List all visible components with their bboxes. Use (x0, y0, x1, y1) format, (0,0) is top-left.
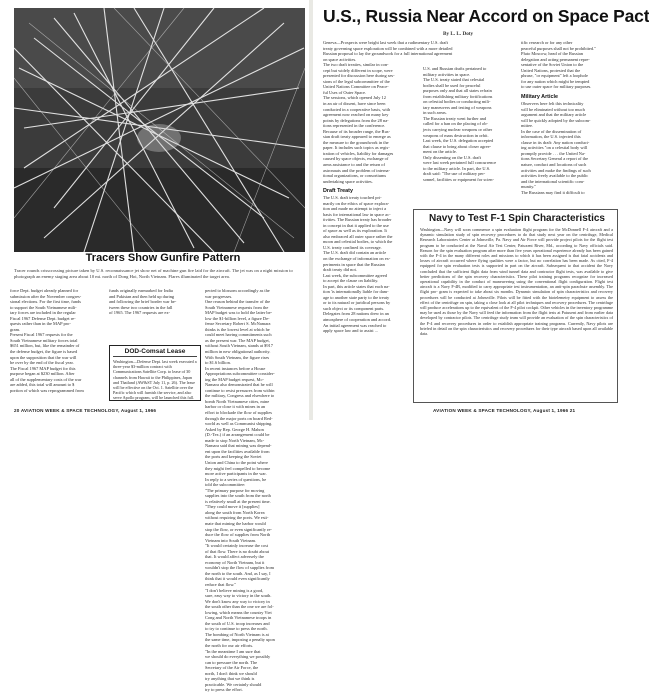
navy-f4-sidebar (413, 209, 618, 403)
text-line: tration of vehicles, liability for damages (323, 150, 394, 156)
text-line: The Fiscal 1967 MAP budget for this (10, 365, 76, 371)
text-line: the defense budget, the figure is based (10, 349, 78, 355)
text-line: In part, this article states that each na- (323, 283, 390, 289)
right-column-a2 (323, 195, 409, 334)
text-line: age to another state party to the treaty (323, 294, 390, 300)
navy-box-line: to do that study next year on the centrifuge, Medical Research Laboratories Center (420, 232, 613, 243)
left-column-c (205, 288, 304, 693)
text-line: basis for international law in space ac- (323, 211, 391, 217)
text-line: stop the flow, or even significantly re- (205, 526, 272, 532)
text-line: tivities. The Russian treaty has broader (323, 217, 392, 223)
text-line: on celestial bodies or conducting mili- (423, 99, 491, 105)
sidebar-body: Washington—Defense Dept. last week executed a three-year $3-million contract with Communications Satellite Corp. to lease of 30 channels from Hawaii to the Philippines, Japan and Thailand (AW&ST July 11, p. 26). The lease will be effective on the Oct. 1. Satellite over the Pacific which will furnish the service, and also serve Apollo program, will be launched this fall. (113, 359, 197, 401)
text-line: atmosphere of cooperation and accord. (323, 317, 392, 323)
text-line: paper. It includes such topics as regis- (323, 145, 390, 151)
text-line: million in new obligational authority. (205, 349, 271, 355)
right-column-b (423, 66, 515, 182)
navy-box-line: Reason for the spin evaluation program after more than five years operational (420, 247, 554, 253)
text-line: will be eliminated without too much (521, 106, 585, 112)
text-line: tions represented in the conference. (323, 123, 386, 129)
text-line: effort to blockade the flow of supplies (205, 410, 272, 416)
text-line: U.S. and Russian drafts pertained to (423, 66, 487, 71)
text-line: "They could move it [supplies] (205, 504, 260, 510)
text-line: tary maneuvers and testing of weapons (423, 104, 492, 110)
text-line: tific research or for any other (521, 40, 573, 45)
text-line: We don't know any way to victory in (205, 598, 270, 604)
text-line: The U.S. treaty stated that celestial (423, 77, 485, 83)
text-line: north, I don't think we should (205, 670, 257, 676)
text-line: were last week pertained full concurrence (423, 160, 497, 166)
right-page (313, 0, 649, 420)
right-folio: AVIATION WEEK & SPACE TECHNOLOGY, August 1, 1966 21 (433, 408, 576, 413)
text-line: they might feel compelled to become (205, 465, 271, 471)
text-line: try anything that we think is (205, 676, 255, 682)
text-line: (D.-Tex.) if an arrangement could be (205, 432, 270, 438)
text-line: sions of the legal subcommittee of the (323, 78, 390, 84)
text-line: caused by space objects, exchange of (323, 156, 389, 162)
navy-box-line: As cited, F-4 equipped for spin evaluation tests is supported in part on the (420, 258, 613, 269)
text-line: sonnel, facilities or equipment for scien- (423, 176, 494, 182)
text-line: Geneva—Prospects were bright last week that a rudimentary U.S. draft (323, 40, 448, 45)
text-line: for any nation which might be tempted (521, 78, 590, 84)
navy-box-line: aircraft. Subsequent to that accident the Navy concluded that the sufficient flight data from wind tunnel (420, 263, 613, 274)
text-line: from establishing military fortifications (423, 93, 493, 99)
text-line: that. It would affect adversely the (205, 554, 264, 560)
text-line: such object or its component parts. (323, 305, 385, 311)
text-line: phrase, "or equipment" left a loophole (521, 73, 588, 79)
text-line: are added, this total will amount to $ (10, 382, 75, 388)
text-line: quests rather than in the MAP pro- (10, 321, 71, 327)
text-line: clause in its draft: Any nation conduct- (521, 139, 590, 145)
text-line: as the present war. The MAP budget, (205, 337, 270, 343)
text-line: think that it would even significantly (205, 576, 270, 582)
text-line: along the south from North Korea (205, 509, 265, 515)
text-line: weapons of mass destruction in orbit. (423, 132, 489, 138)
text-line: in an air of dissent, have since been (323, 101, 386, 107)
text-line: world as well as Communist shipping. (205, 421, 273, 427)
text-line: The U.S. draft treaty touched pri- (323, 195, 382, 200)
text-line: wouldn't stop the flow of supplies from (205, 565, 275, 571)
navy-box-line: will feed the information from the flight tests at Patuxent and from earlier (479, 310, 607, 316)
text-line: force Dept. budget already planned for (10, 288, 79, 293)
gunfire-photo (14, 8, 305, 252)
text-line: in concept in that it applied to the use (323, 222, 389, 228)
text-line: will be quickly adopted by the subcom- (521, 117, 591, 123)
text-line: on space activities. (323, 56, 357, 62)
text-line: of space as well as its exploration. It (323, 228, 387, 234)
text-line: "It would certainly increase the cost (205, 543, 269, 549)
dod-comsat-sidebar (109, 345, 201, 401)
text-line: draft treaty did not. (323, 267, 357, 273)
text-line: MAP budget was to hold the latter be- (205, 310, 273, 316)
text-line: called for a ban on the placing of ob- (423, 121, 488, 127)
photo-caption: Tracer rounds crisscrossing picture taken by U.S. reconnaissance jet show net of machine gun fire laid for the aircraft. The jet was on a night mission to photograph an enemy staging area about 10 mi. north of Dong Hoi, North Vietnam. Flares illuminated the target area. (14, 268, 293, 279)
navy-box-line: in order to establish appropriate training programs. (477, 320, 568, 326)
navy-box-title: Navy to Test F-1 Spin Characteristics (429, 213, 605, 224)
text-line: munity." (521, 184, 537, 190)
navy-box-line: recovery procedures for their type aircraft based upon all available data. (420, 325, 613, 337)
text-line: more active participants in the war. (205, 471, 267, 477)
text-line: Fiscal 1967 Defense Dept. budget re- (10, 315, 76, 321)
text-line: conducted in a cooperative basis, with (323, 106, 391, 112)
text-line: argument and that the military article (521, 112, 587, 118)
text-line: try to press the effort. (205, 687, 243, 693)
text-line: tween these two countries in the fall (109, 304, 173, 310)
text-line: Union and China to the point where (205, 459, 268, 465)
text-line: Because of its broader range, the Rus- (323, 128, 390, 134)
text-line: activities freely available to the public (521, 173, 589, 179)
text-line: peaceful purposes shall not be prohibited." (521, 45, 596, 51)
text-line: jects carrying nuclear weapons or other (423, 127, 493, 133)
navy-box-line: Dynamic simulation of spin characteristics and recovery procedures (420, 289, 613, 300)
text-line: Vietnam into South Vietnam. (205, 537, 257, 543)
text-line: be over by the end of the fiscal year. (10, 360, 74, 366)
text-line: apply space law and to assist ... (323, 328, 378, 334)
military-article-subhead: Military Article (521, 94, 558, 100)
text-line: harbor or close it with mines in an (205, 404, 266, 410)
navy-box-line: Washington—Navy will soon commence a spin evaluation flight program for the McDonnell F-4 aircraft and a dynamic simulation study of spin recovery procedures (420, 227, 613, 238)
text-line: Last week, the U.S. delegation accepted (423, 138, 494, 144)
sidebar-title: DOD-Comsat Lease (113, 348, 197, 357)
text-line: sian draft treaty appeared to emerge as (323, 134, 391, 140)
text-line: made to stop North Vietnam, Mc- (205, 437, 265, 443)
text-line: ing activities "on a celestial body will (521, 145, 588, 151)
text-line: agreement now reached on many key (323, 112, 389, 118)
text-line: Namara also demonstrated that he will (205, 382, 273, 388)
text-line: promptly provide . . . the United Na- (521, 150, 586, 156)
navy-box-line: an evaluation of the spin characteristics of the F-4 and recovery procedures (420, 315, 613, 326)
text-line: also embraced all outer space rather the (323, 233, 393, 239)
navy-box-body (420, 227, 613, 336)
navy-box-line: will produce accelerations up to the equivalent of the F-4 pilot cockpit. (420, 305, 541, 311)
text-line: With South Vietnam, the figure rises (205, 354, 270, 360)
left-page (0, 0, 309, 693)
text-line: duce the flow of supplies from North (205, 532, 271, 538)
navy-box-line: will be conducted at Johnsville. Pilots will be fitted with the biotelemetry (440, 294, 572, 300)
text-line: South Vietnamese military forces total (10, 337, 78, 343)
text-line: Delegates from 28 nations drew in an (323, 311, 389, 317)
text-line: Pluto Moscow, head of the Russian (521, 51, 583, 57)
text-line: activities and make the findings of such (521, 167, 591, 173)
text-line: without South Vietnam, stands at $917 (205, 343, 273, 349)
text-line: The U.S. draft did contain an article (323, 250, 387, 256)
text-line: and following the brief border war be- (109, 299, 177, 305)
text-line: or to its natural or juridical persons by (323, 300, 391, 306)
text-line: lowing, which means the country Viet (205, 609, 272, 615)
text-line: fense Secretary Robert S. McNamara (205, 321, 271, 327)
text-line: the measure to the groundwork in the (323, 139, 389, 145)
navy-box-line: experience already has been gained with the F-4 in the many different roles and (420, 247, 613, 259)
text-line: to support the South Vietnamese mili- (10, 304, 77, 310)
text-line: to accept the clause on liability. (323, 278, 379, 284)
navy-box-line: data developed by contractor pilots. The centrifuge study team will provide (420, 310, 613, 321)
navy-box-line: close look at all pilot techniques and recovery procedures. The centrifuge (488, 299, 613, 305)
text-line: The bombing of North Vietnam is at (205, 631, 269, 637)
text-line: the south of U.S. troop increases and (205, 620, 270, 626)
text-line: of 1965. The 1967 requests are ex- (109, 310, 171, 316)
text-line: that clause to bring about closer agree- (423, 143, 492, 149)
text-line: tion and made no attempt to inject a (323, 206, 387, 212)
text-line: through the major ports on board Red- (205, 415, 273, 421)
text-line: periments in space that the Russian (323, 261, 385, 267)
navy-box-line: increased operational capability in the conduct of maneuvering using the conventional flight (420, 273, 613, 285)
text-line: the same time, imposing a penalty upon (205, 637, 275, 643)
text-line: bodies shall be used for peaceful (423, 82, 481, 88)
text-line: Present Fiscal 1967 requests for the (10, 332, 73, 338)
text-line: reduce that flow." (205, 581, 237, 587)
text-line: An initial agreement was reached to (323, 322, 387, 328)
text-line: the north to the south. And, as I say, I (205, 570, 271, 576)
tracer-fire-image (14, 8, 305, 252)
text-line: war progresses. (205, 293, 233, 299)
text-line: without requiring the ports. We esti- (205, 515, 269, 521)
navy-box-line: Other vehicles in the inventory programme may be used as those by the Navy (420, 305, 614, 316)
text-line: purpose began at $230 million. After (10, 371, 75, 377)
text-line: United Nations, protested that the (521, 67, 581, 73)
text-line: Only dissenting on the U.S. draft (423, 154, 481, 160)
text-line: ment on the article. (423, 149, 457, 155)
text-line: thinks is the lowest level at which he (205, 326, 270, 332)
text-line: delegation and acting permanent repre- (521, 56, 590, 62)
text-line: and the international scientific com- (521, 178, 585, 184)
text-line: told the subcommittee: (205, 482, 246, 488)
text-line: purposes only and that all states refrain (423, 88, 492, 94)
text-line: can to pressure the north. The (205, 659, 258, 665)
text-line: Namara said that mining was depend- (205, 443, 272, 449)
navy-box-line: instrumentation, an anti-spin parachute assembly. The flight pro- (420, 284, 613, 295)
text-line: astronauts and the problem of interna- (323, 167, 390, 173)
text-line: to $1.6 billion. (205, 360, 231, 366)
text-line: all of the supplementary costs of the war (10, 376, 82, 382)
navy-box-line: occurred where flying qualities were a factor, but no correlation has been made. (450, 258, 591, 264)
left-column-a (10, 288, 106, 393)
draft-treaty-subhead: Draft Treaty (323, 188, 353, 194)
text-line: and Pakistan and then held up during (109, 293, 175, 299)
text-line: to use outer space for military purposes. (521, 84, 592, 90)
right-column-c (521, 40, 617, 90)
text-line: gram. (10, 326, 21, 332)
text-line: One reason behind the transfer of the (205, 299, 271, 305)
navy-box-line: configuration. (569, 279, 596, 285)
text-line: information, the U.S. injected this (521, 134, 581, 140)
text-line: Russian proposal to lay the groundwork for a full international agreement (323, 51, 453, 57)
text-line: the military, Congress and elsewhere to (205, 393, 275, 399)
text-line: sure, easy way to victory in the south. (205, 593, 272, 599)
text-line: moon and celestial bodies, to which the (323, 239, 393, 245)
left-folio: 20 AVIATION WEEK & SPACE TECHNOLOGY, August 1, 1966 (14, 408, 157, 413)
navy-box-line: gram is expected to take about six months. (439, 289, 516, 295)
text-line: of that flow. There is no doubt about (205, 548, 270, 554)
text-line: sentative of the Soviet Union to the (521, 62, 584, 68)
text-line: we should do everything we possibly (205, 654, 271, 660)
text-line: ing the MAP budget request, Mc- (205, 376, 264, 382)
text-line: Observers here felt this technicality (521, 101, 584, 106)
text-line: to try to continue to press the north. (205, 626, 268, 632)
text-line: ent upon the facilities available from (205, 448, 270, 454)
text-line: is relatively small at the present time. (205, 498, 271, 504)
text-line: practicable. We certainly should (205, 681, 262, 687)
text-line: "I don't believe mining is a good, (205, 587, 264, 593)
text-line: "In the meantime I am sure that (205, 648, 261, 654)
text-line: The two draft treaties, similar in con- (323, 62, 389, 68)
text-line: Last week, the subcommittee agreed (323, 272, 388, 278)
text-line: $651 million, but, like the remainder of (10, 343, 80, 349)
text-line: points by delegations from the 28 na- (323, 117, 389, 123)
text-line: tary forces are included in the regular (10, 310, 76, 316)
text-line: tion 'is internationally liable for dam- (323, 289, 389, 295)
text-line: Secretary of the Air Force, the (205, 665, 259, 671)
text-line: The Russians may find it difficult to (521, 189, 585, 195)
navy-box-line: officials said. (589, 242, 613, 248)
navy-box-line: Currently, Navy pilots are briefed in detail on the spin characteristics and (420, 320, 613, 331)
text-line: upon the supposition that the war will (10, 354, 77, 360)
text-line: In reply to a series of questions, he (205, 476, 267, 482)
navy-box-line: Flight test aircraft is a Navy F-4B, modified to carry appropriate test (420, 279, 614, 290)
article-title: U.S., Russia Near Accord on Space Pact (323, 6, 649, 26)
text-line: presented for discussion here during ses- (323, 73, 395, 79)
text-line: ful Uses of Outer Space. (323, 89, 367, 95)
text-line: Cong and North Vietnamese troops in (205, 615, 272, 621)
navy-box-line: at Johnsville, Pa. (471, 237, 503, 243)
photo-headline: Tracers Show Gunfire Pattern (38, 252, 288, 265)
text-line: submission after the November congres- (10, 293, 82, 299)
text-line: tions Secretary General a report of the (521, 156, 589, 162)
byline: By L. L. Doty (443, 31, 474, 37)
text-line: the ports and keeping the Soviet (205, 454, 262, 460)
text-line: U.S. treaty confined its coverage. (323, 244, 382, 250)
text-line: Asked by Rep. George H. Mahon (205, 426, 264, 432)
text-line: United Nations Committee on Peace- (323, 84, 389, 90)
text-line: arms assistance to and the return of (323, 162, 385, 168)
text-line: treaty governing space exploration will be combined with a more detailed (323, 45, 453, 51)
text-line: portion of which was reprogrammed from (10, 387, 84, 393)
text-line: economy of North Vietnam, but it (205, 559, 265, 565)
text-line: the south other than the one we are fol- (205, 604, 274, 610)
navy-box-line: data and contractor flight tests, was available to give better predictions of the (420, 268, 613, 279)
text-line: could meet having commitments such (205, 332, 272, 338)
text-line: sional elections. For the first time, funds (10, 299, 81, 305)
text-line: cept but widely different in scope, were (323, 67, 393, 73)
text-line: pected to blossom accordingly as the (205, 288, 270, 293)
navy-box-line: spin recovery characteristics. These pilot training programs recognize for (464, 273, 598, 279)
text-line: mate that mining the harbor would (205, 520, 266, 526)
text-line: draft said: "The use of military per- (423, 171, 486, 177)
navy-box-line: Navy and Air Force will provide project pilots for the flight test program to be (420, 237, 613, 248)
text-line: tional organizations, or consortiums (323, 173, 387, 179)
text-line: In recent instances before a House (205, 365, 266, 371)
right-column-c2 (521, 101, 617, 195)
text-line: funds originally earmarked for India (109, 288, 173, 293)
text-line: continue to resist pressures from within (205, 387, 275, 393)
text-line: bomb North Vietnamese cities, mine (205, 398, 270, 404)
navy-box-line: missions to which it has been assigned is that fatal accidents and losses of aircraft (420, 253, 613, 264)
text-line: military activities in space. (423, 71, 471, 77)
text-line: Appropriations subcommittee consider- (205, 371, 275, 377)
text-line: supplies into the south from the north (205, 493, 271, 499)
text-line: the north for our air efforts. (205, 643, 254, 648)
navy-box-line: conducted at the Naval Air Test Center, Patuxent River, Md., according to Navy (446, 242, 590, 248)
text-line: The sessions, which opened July 12 (323, 95, 386, 101)
text-line: "The primary purpose for moving (205, 487, 265, 493)
text-line: South Vietnamese requests from the (205, 304, 269, 310)
text-line: on the exchange of information on ex- (323, 256, 391, 262)
navy-box-line: equipment to assess the effect of the centrifuge on spin, taking a (420, 294, 613, 305)
text-line: in such areas. (423, 110, 447, 116)
left-column-b (109, 288, 201, 316)
text-line: The Russian treaty went further and (423, 115, 487, 121)
text-line: mittee. (521, 123, 534, 129)
text-line: low the $1-billion level, a figure De- (205, 315, 270, 321)
text-line: marily on the ethics of space explora- (323, 200, 390, 206)
text-line: nature, conduct and locations of such (521, 162, 587, 168)
text-line: In the case of the dissemination of (521, 128, 582, 134)
text-line: undertaking space activities. (323, 178, 373, 184)
text-line: to the military article. In part, the U.S. (423, 165, 491, 171)
